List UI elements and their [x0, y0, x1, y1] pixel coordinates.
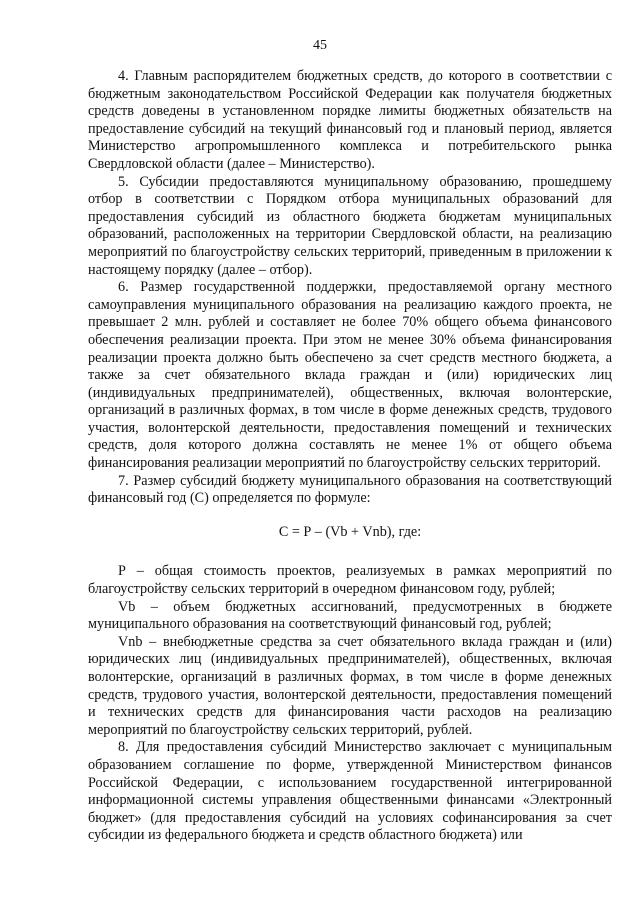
page-number: 45: [313, 38, 327, 53]
paragraph-7-subsidy-formula-intro: 7. Размер субсидий бюджету муниципального образования на соответствующий финансовый год (С) определяется по формуле:: [88, 472, 612, 507]
paragraph-8-agreement: 8. Для предоставления субсидий Министерство заключает с муниципальным образованием соглашение по форме, утвержденной Министерством финансов Российской Федерации, с использованием государственной интегрированной информационной системы управления общественными финансами «Электронный бюджет» (для предоставления субсидий на условиях софинансирования за счет субсидии из федерального бюджета и средств областного бюджета) или: [88, 739, 612, 844]
definition-p: Р – общая стоимость проектов, реализуемых в рамках мероприятий по благоустройству сельских территорий в очередном финансовом году, рублей;: [88, 563, 612, 598]
definition-vb: Vb – объем бюджетных ассигнований, предусмотренных в бюджете муниципального образования на соответствующий финансовый год, рублей;: [88, 598, 612, 633]
paragraph-5-subsidy-selection: 5. Субсидии предоставляются муниципальному образованию, прошедшему отбор в соответствии с Порядком отбора муниципальных образований для предоставления субсидий из областного бюджета бюджетам муниципальных образований, расположенных на территории Свердловской области, на реализацию мероприятий по благоустройству сельских территорий, приведенным в приложении к настоящему порядку (далее – отбор).: [88, 173, 612, 278]
document-body: [88, 68, 612, 845]
paragraph-4-budget-manager: 4. Главным распорядителем бюджетных средств, до которого в соответствии с бюджетным законодательством Российской Федерации как получателя бюджетных средств доведены в установленном порядке лимиты бюджетных обязательств на предоставление субсидий на текущий финансовый год и плановый период, является Министерство агропромышленного комплекса и потребительского рынка Свердловской области (далее – Министерство).: [88, 68, 612, 172]
paragraph-6-support-amount: 6. Размер государственной поддержки, предоставляемой органу местного самоуправления муниципального образования на реализацию каждого проекта, не превышает 2 млн. рублей и составляет не более 70% общего объема финансового обеспечения реализации проекта. При этом не менее 30% объема финансирования реализации проекта должно быть обеспечено за счет средств местного бюджета, а также за счет обязательного вклада граждан и (или) юридических лиц (индивидуальных предпринимателей), общественных, включая волонтерские, организаций в различных формах, в том числе в форме денежных средств, трудового участия, волонтерской деятельности, предоставления помещений и технических средств, доля которого должна составлять не менее 1% от общего объема финансирования реализации мероприятий по благоустройству сельских территорий.: [88, 279, 612, 472]
definition-vnb: Vnb – внебюджетные средства за счет обязательного вклада граждан и (или) юридических лиц (индивидуальных предпринимателей), общественных, включая волонтерские, организаций в различных формах, в том числе в форме денежных средств, трудового участия, волонтерской деятельности, предоставления помещений и технических средств для финансирования части расходов на реализацию мероприятий по благоустройству сельских территорий, рублей.: [88, 633, 612, 738]
subsidy-formula: С = Р – (Vb + Vnb), где:: [278, 523, 422, 540]
